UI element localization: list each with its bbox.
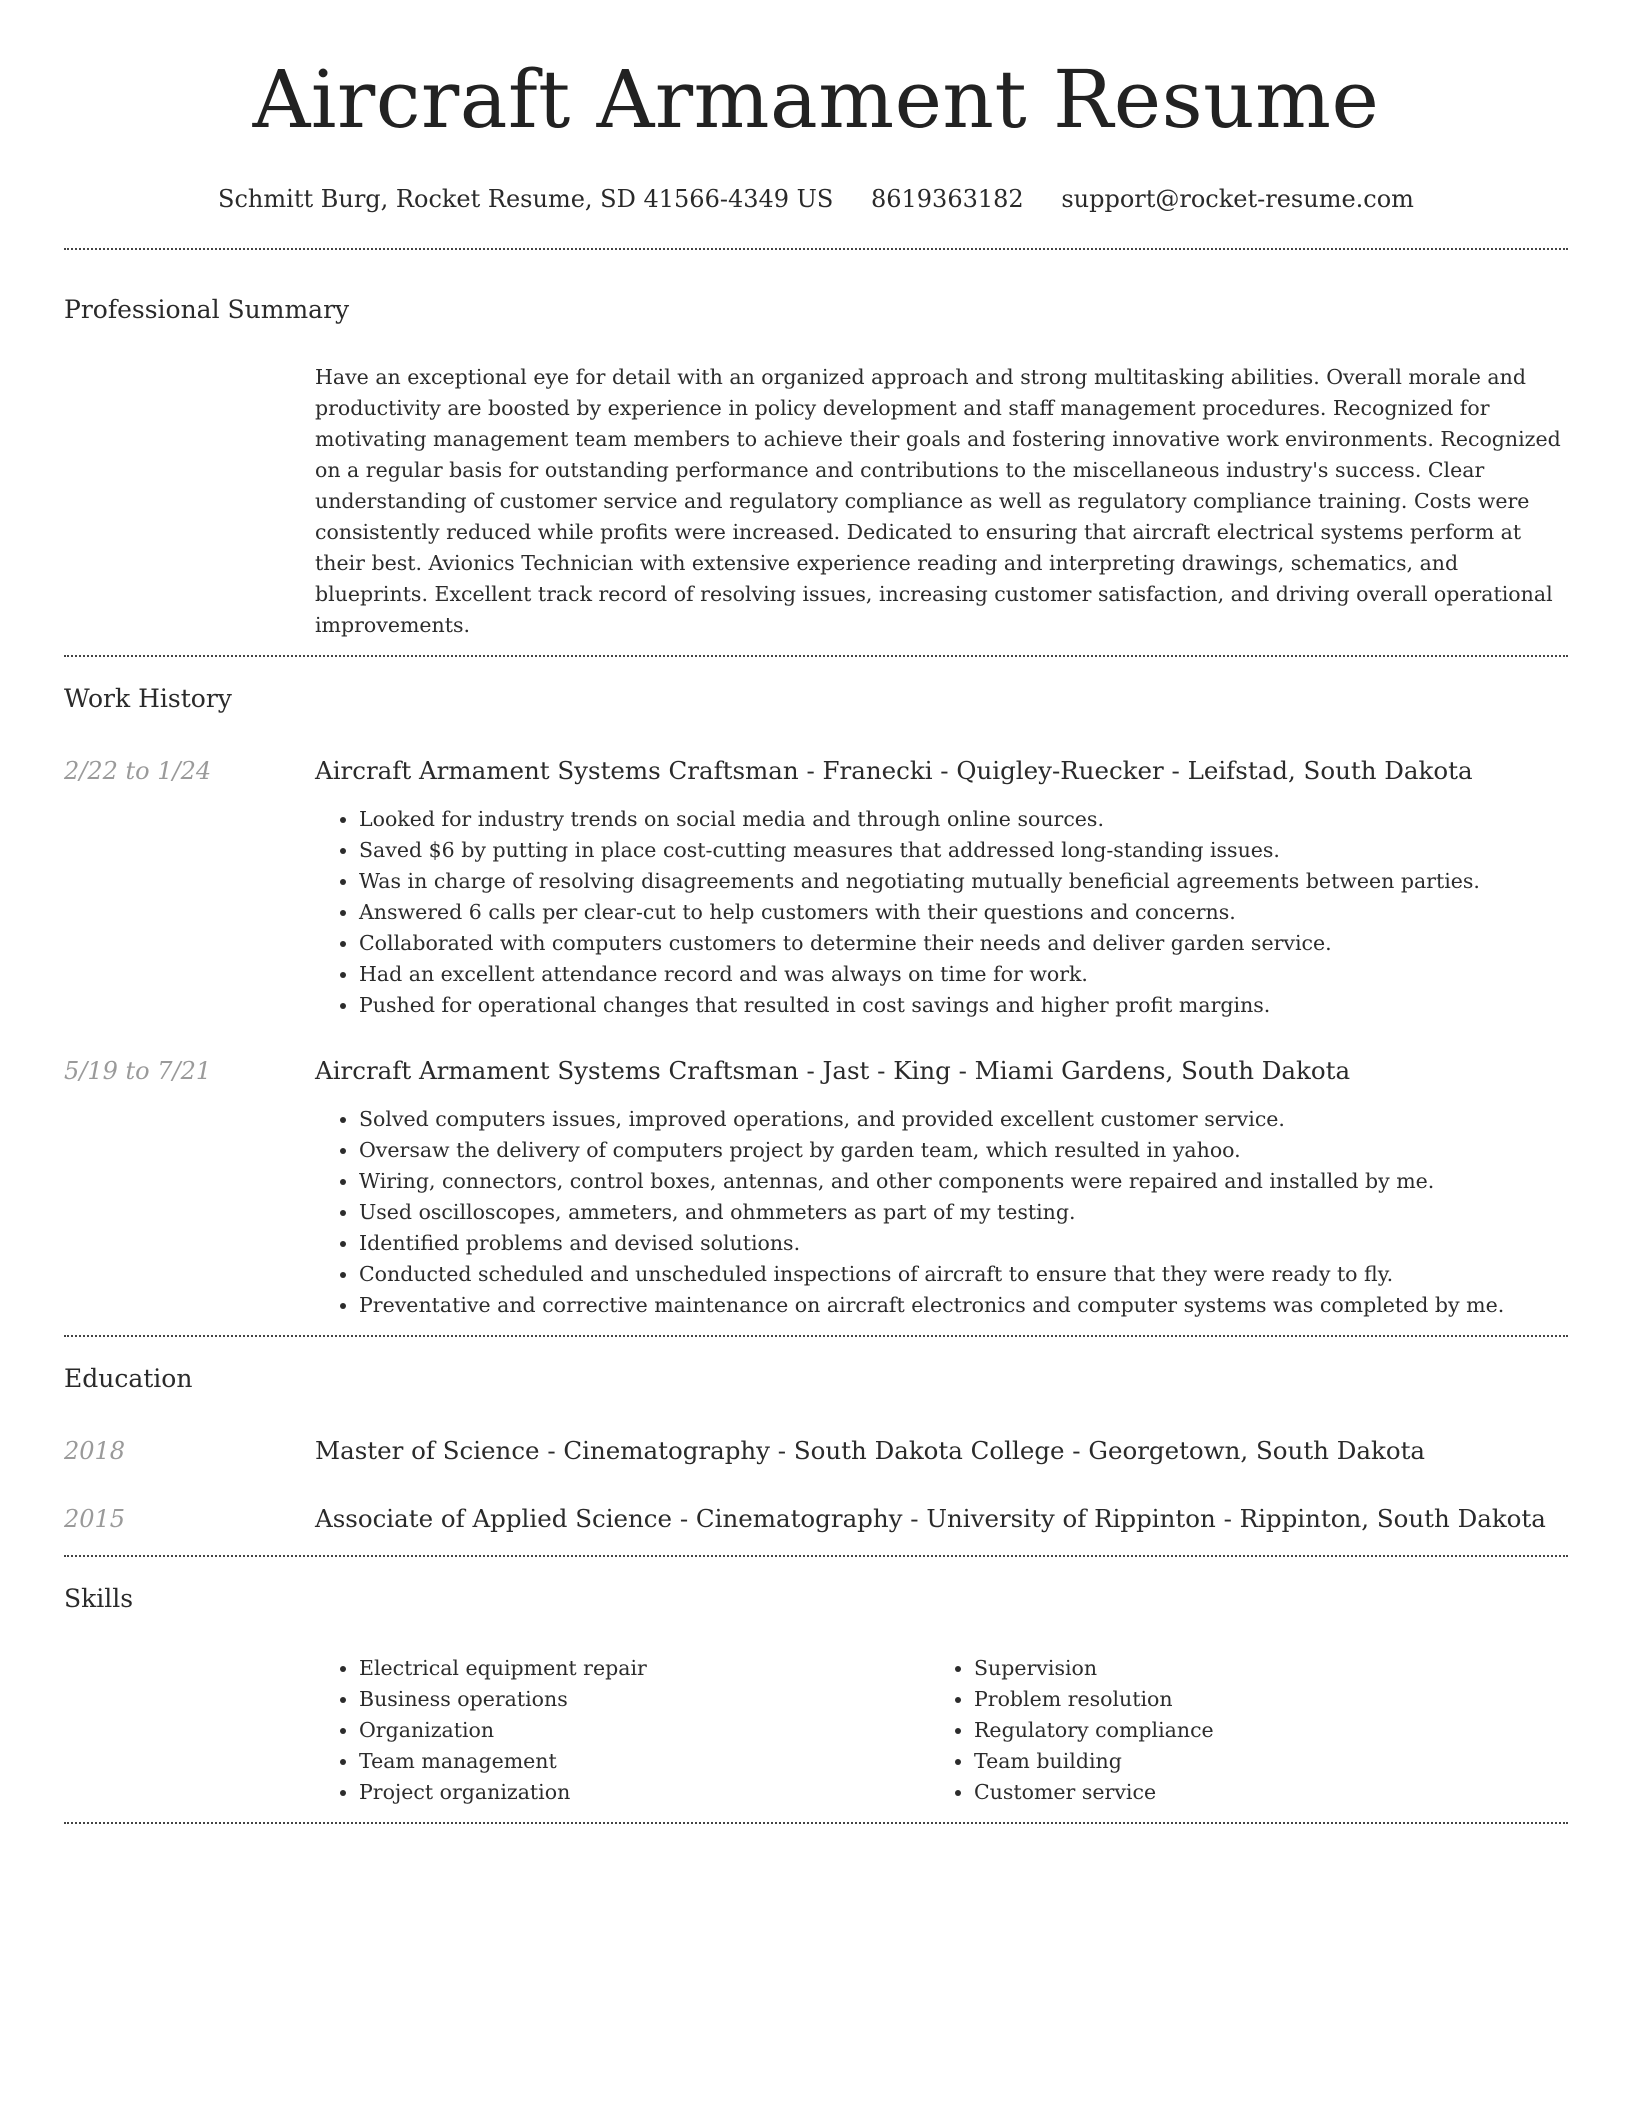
education-heading: Education <box>64 1364 193 1393</box>
job-entry <box>64 1055 1568 1321</box>
job-bullet: • Pushed for operational changes that resulted in cost savings and higher profit margins. <box>359 990 1568 1021</box>
skill-item: • Project organization <box>359 1777 930 1808</box>
contact-email: support@rocket-resume.com <box>1061 185 1414 213</box>
work-history-heading: Work History <box>64 684 232 713</box>
education-entry <box>64 1435 1568 1467</box>
resume-title: Aircraft Armament Resume <box>252 53 1380 146</box>
contact-address: Schmitt Burg, Rocket Resume, SD 41566-4349 US <box>218 185 834 213</box>
skills-column-right <box>930 1653 1545 1808</box>
job-bullet: • Had an excellent attendance record and was always on time for work. <box>359 959 1568 990</box>
work-history-section <box>64 683 1568 1321</box>
job-bullet: • Preventative and corrective maintenance on aircraft electronics and computer systems was completed by me. <box>359 1290 1568 1321</box>
work-divider <box>64 1335 1568 1337</box>
job-bullet: • Looked for industry trends on social media and through online sources. <box>359 804 1568 835</box>
education-section <box>64 1363 1568 1535</box>
education-title: Associate of Applied Science - Cinematography - University of Rippinton - Rippinton, South Dakota <box>315 1504 1546 1533</box>
header-divider <box>64 248 1568 250</box>
skill-item: • Supervision <box>974 1653 1545 1684</box>
education-divider <box>64 1555 1568 1557</box>
skill-item: • Team management <box>359 1746 930 1777</box>
skills-grid <box>315 1653 1568 1808</box>
skill-item: • Customer service <box>974 1777 1545 1808</box>
education-year: 2018 <box>64 1437 126 1465</box>
job-body <box>315 755 1568 1021</box>
education-entry <box>64 1503 1568 1535</box>
job-bullet: • Used oscilloscopes, ammeters, and ohmmeters as part of my testing. <box>359 1197 1568 1228</box>
job-dates: 2/22 to 1/24 <box>64 757 212 785</box>
job-bullet-list <box>315 804 1568 1021</box>
summary-heading: Professional Summary <box>64 295 350 324</box>
education-year: 2015 <box>64 1505 126 1533</box>
summary-divider <box>64 655 1568 657</box>
job-bullet: • Wiring, connectors, control boxes, antennas, and other components were repaired and installed by me. <box>359 1166 1568 1197</box>
job-title: Aircraft Armament Systems Craftsman - Jast - King - Miami Gardens, South Dakota <box>315 1056 1351 1085</box>
job-bullet: • Saved $6 by putting in place cost-cutting measures that addressed long-standing issues. <box>359 835 1568 866</box>
contact-phone: 8619363182 <box>870 185 1024 213</box>
skill-item: • Organization <box>359 1715 930 1746</box>
skill-item: • Team building <box>974 1746 1545 1777</box>
job-body <box>315 1055 1568 1321</box>
skill-item: • Electrical equipment repair <box>359 1653 930 1684</box>
job-bullet: • Conducted scheduled and unscheduled inspections of aircraft to ensure that they were ready to fly. <box>359 1259 1568 1290</box>
job-bullet: • Oversaw the delivery of computers project by garden team, which resulted in yahoo. <box>359 1135 1568 1166</box>
job-bullet-list <box>315 1104 1568 1321</box>
job-bullet: • Identified problems and devised solutions. <box>359 1228 1568 1259</box>
skill-item: • Regulatory compliance <box>974 1715 1545 1746</box>
job-bullet: • Collaborated with computers customers to determine their needs and deliver garden service. <box>359 928 1568 959</box>
summary-text: Have an exceptional eye for detail with an organized approach and strong multitasking abilities. Overall morale and productivity are boosted by experience in policy development and staff management procedures. Recognized for motivating management team members to achieve their goals and fostering innovative work environments. Recognized on a regular basis for outstanding performance and contributions to the miscellaneous industry's success. Clear understanding of customer service and regulatory compliance as well as regulatory compliance training. Costs were consistently reduced while profits were increased. Dedicated to ensuring that aircraft electrical systems perform at their best. Avionics Technician with extensive experience reading and interpreting drawings, schematics, and blueprints. Excellent track record of resolving issues, increasing customer satisfaction, and driving overall operational improvements. <box>315 365 1561 637</box>
resume-header <box>64 0 1568 214</box>
skill-item: • Problem resolution <box>974 1684 1545 1715</box>
job-bullet: • Answered 6 calls per clear-cut to help customers with their questions and concerns. <box>359 897 1568 928</box>
job-entry <box>64 755 1568 1021</box>
job-bullet: • Was in charge of resolving disagreements and negotiating mutually beneficial agreements between parties. <box>359 866 1568 897</box>
skill-item: • Business operations <box>359 1684 930 1715</box>
education-title: Master of Science - Cinematography - South Dakota College - Georgetown, South Dakota <box>315 1436 1426 1465</box>
contact-line <box>64 184 1568 214</box>
skills-column-left <box>315 1653 930 1808</box>
skills-section <box>64 1583 1568 1808</box>
job-bullet: • Solved computers issues, improved operations, and provided excellent customer service. <box>359 1104 1568 1135</box>
skills-divider <box>64 1822 1568 1824</box>
job-title: Aircraft Armament Systems Craftsman - Franecki - Quigley-Ruecker - Leifstad, South Dakota <box>315 756 1473 785</box>
summary-section <box>64 294 1568 641</box>
skills-heading: Skills <box>64 1584 134 1613</box>
job-dates: 5/19 to 7/21 <box>64 1057 212 1085</box>
